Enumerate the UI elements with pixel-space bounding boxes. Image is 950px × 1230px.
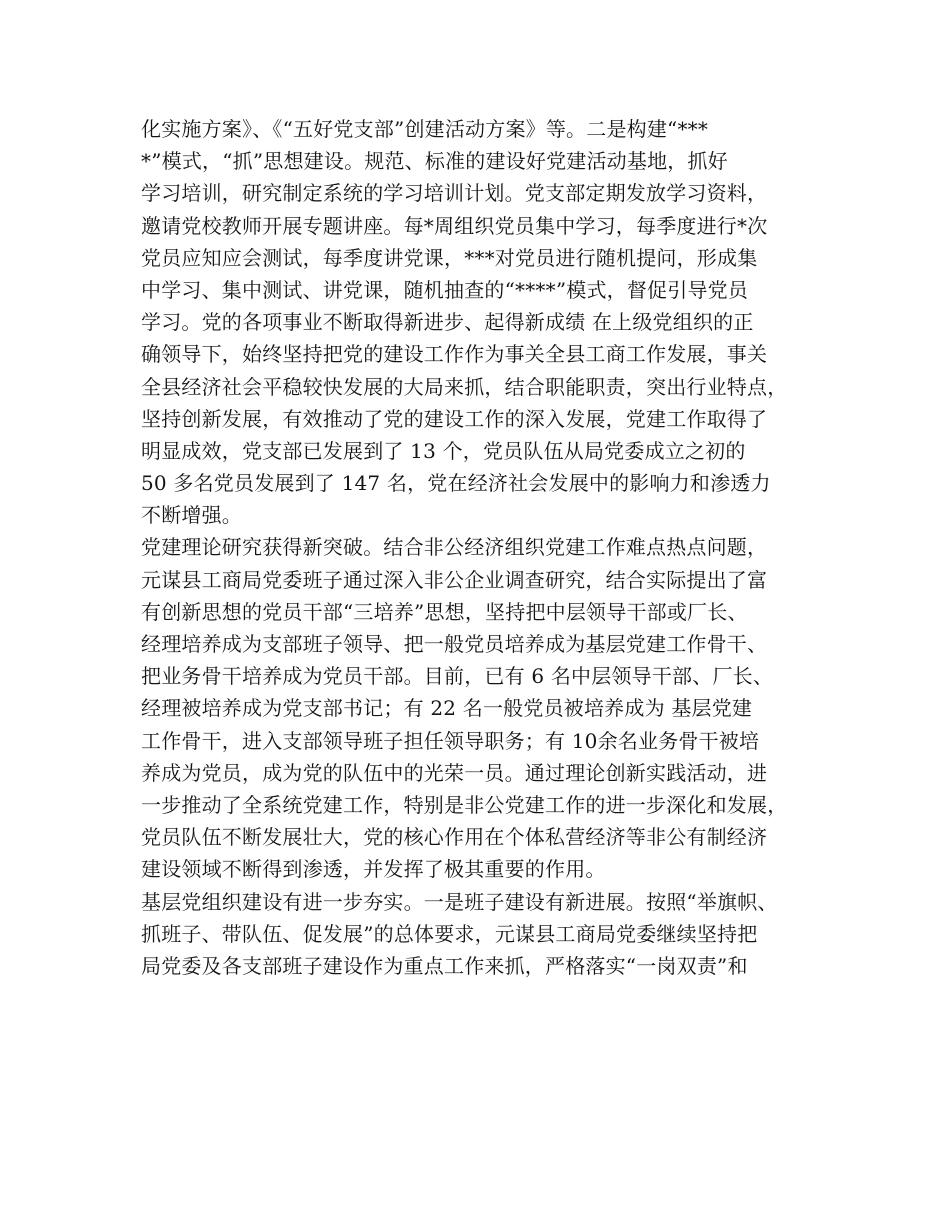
- text-line: 党员队伍不断发展壮大，党的核心作用在个体私营经济等非公有制经济: [141, 825, 768, 850]
- text-line: 经理被培养成为党支部书记；有 22 名一般党员被培养成为 基层党建: [141, 696, 753, 721]
- body-text: [141, 113, 841, 982]
- text-line: *”模式，“抓”思想建设。规范、标准的建设好党建活动基地，抓好: [141, 149, 728, 174]
- text-line: 一步推动了全系统党建工作，特别是非公党建工作的进一步深化和发展，: [141, 792, 788, 817]
- text-line: 明显成效，党支部已发展到了 13 个，党员队伍从局党委成立之初的: [141, 438, 746, 463]
- text-line: 化实施方案》、《“五好党支部”创建活动方案》等。二是构建“***: [141, 117, 709, 141]
- text-line: 抓班子、带队伍、促发展”的总体要求，元谋县工商局党委继续坚持把: [141, 921, 758, 946]
- text-line: 有创新思想的党员干部“三培养”思想，坚持把中层领导干部或厂长、: [141, 599, 748, 624]
- text-line: 基层党组织建设有进一步夯实。一是班子建设有新进展。按照“举旗帜、: [141, 889, 778, 914]
- text-line: 养成为党员，成为党的队伍中的光荣一员。通过理论创新实践活动，进: [141, 760, 768, 785]
- text-line: 党员应知应会测试，每季度讲党课，***对党员进行随机提问，形成集: [141, 245, 758, 270]
- text-line: 学习培训，研究制定系统的学习培训计划。党支部定期发放学习资料，: [141, 181, 768, 206]
- text-line: 确领导下，始终坚持把党的建设工作作为事关全县工商工作发展，事关: [141, 342, 768, 367]
- text-line: 不断增强。: [141, 503, 242, 528]
- text-line: 邀请党校教师开展专题讲座。每*周组织党员集中学习，每季度进行*次: [141, 213, 768, 238]
- text-line: 局党委及各支部班子建设作为重点工作来抓，严格落实“一岗双责”和: [141, 953, 748, 978]
- text-line: 学习。党的各项事业不断取得新进步、起得新成绩 在上级党组织的正: [141, 310, 754, 335]
- text-line: 元谋县工商局党委班子通过深入非公企业调查研究，结合实际提出了富: [141, 567, 768, 592]
- text-line: 坚持创新发展，有效推动了党的建设工作的深入发展，党建工作取得了: [141, 406, 768, 431]
- text-line: 工作骨干，进入支部领导班子担任领导职务；有 10余名业务骨干被培: [141, 728, 760, 753]
- text-line: 建设领域不断得到渗透，并发挥了极其重要的作用。: [141, 857, 606, 882]
- text-line: 50 多名党员发展到了 147 名，党在经济社会发展中的影响力和渗透力: [141, 471, 771, 496]
- text-line: 全县经济社会平稳较快发展的大局来抓，结合职能职责，突出行业特点，: [141, 374, 788, 399]
- text-line: 党建理论研究获得新突破。结合非公经济组织党建工作难点热点问题，: [141, 535, 768, 560]
- text-line: 中学习、集中测试、讲党课，随机抽查的“****”模式，督促引导党员: [141, 277, 749, 302]
- text-line: 经理培养成为支部班子领导、把一般党员培养成为基层党建工作骨干、: [141, 632, 768, 656]
- text-line: 把业务骨干培养成为党员干部。目前，已有 6 名中层领导干部、厂长、: [141, 664, 774, 689]
